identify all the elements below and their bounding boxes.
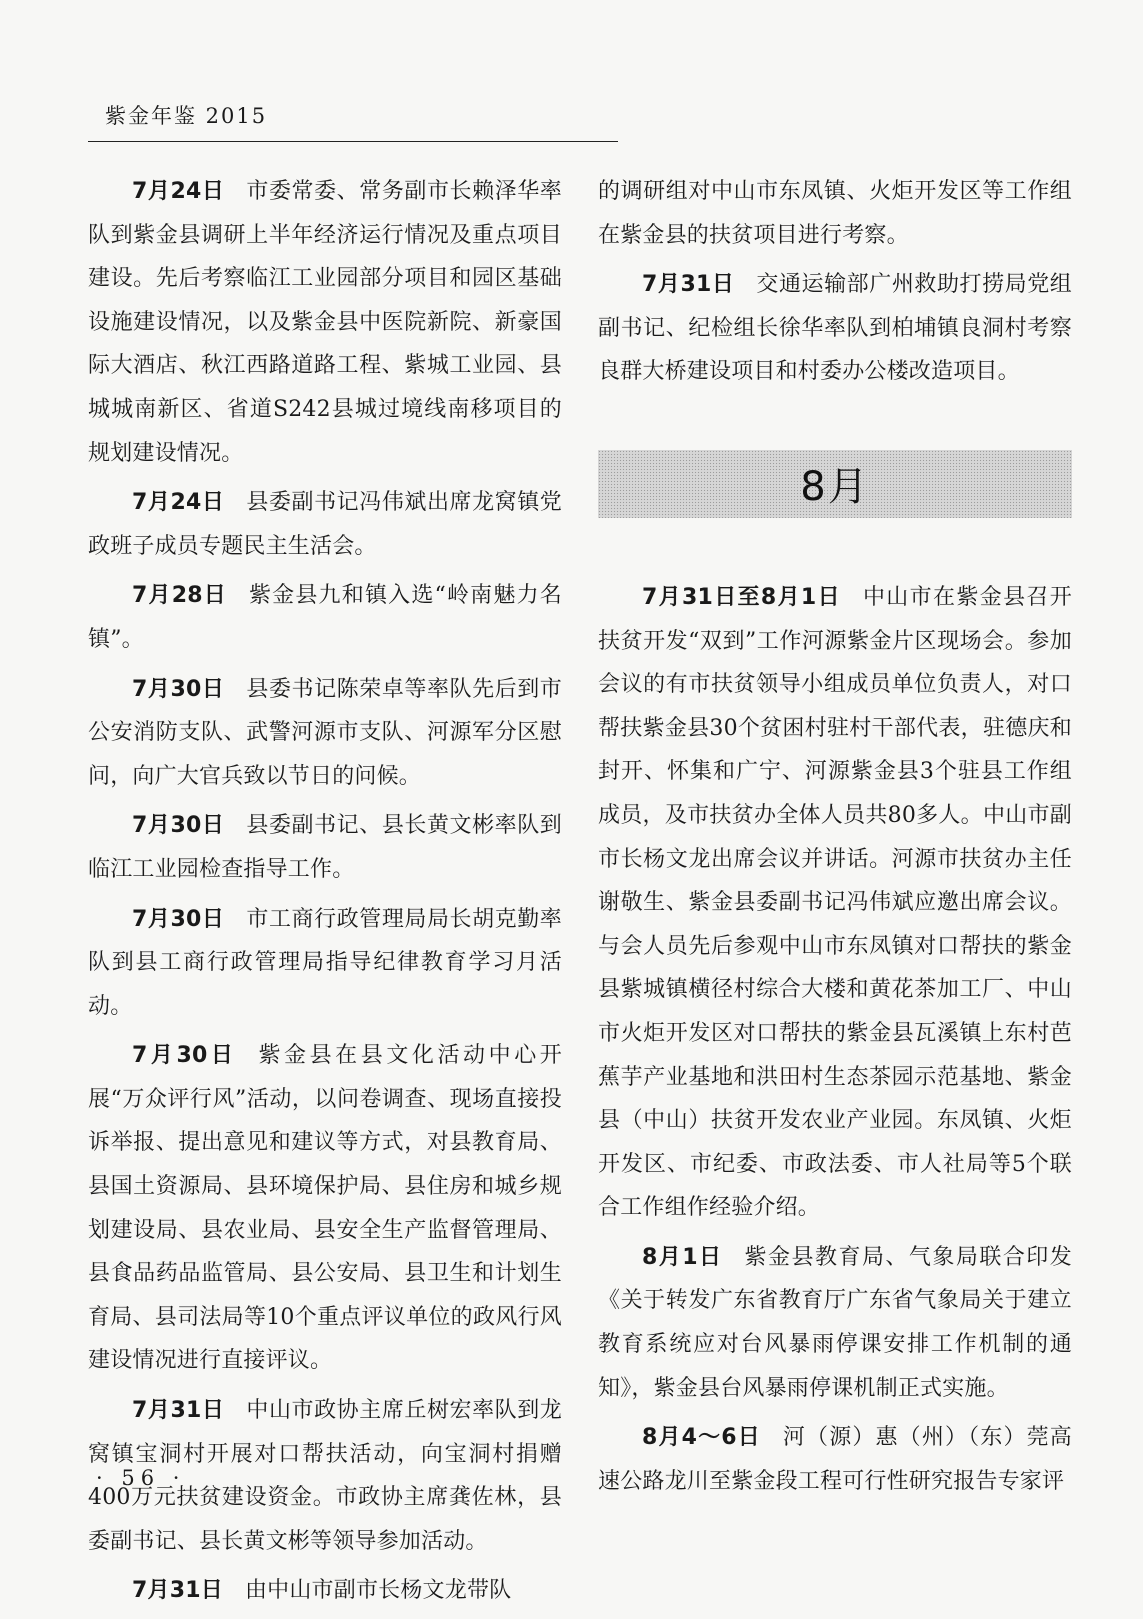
running-head: 紫金年鉴 2015 <box>105 104 268 128</box>
entry <box>88 804 562 891</box>
entry-text: 河（源）惠（州）（东）莞高速公路龙川至紫金段工程可行性研究报告专家评 <box>598 1425 1073 1494</box>
entry-text: 市工商行政管理局局长胡克勤率队到县工商行政管理局指导纪律教育学习月活动。 <box>88 906 562 1019</box>
month-heading-box <box>598 450 1072 518</box>
header-rule <box>88 141 618 142</box>
entry-text: 县委副书记、县长黄文彬率队到临江工业园检查指导工作。 <box>88 813 562 882</box>
entry <box>88 1569 562 1613</box>
entry-date: 7月31日 <box>132 1578 223 1604</box>
entry <box>598 263 1072 394</box>
entry-date: 7月31日 <box>132 1398 225 1424</box>
entry-date: 8月1日 <box>642 1244 723 1270</box>
entry-date: 7月30日 <box>132 813 225 839</box>
entry <box>598 1416 1072 1503</box>
entry <box>598 576 1072 1230</box>
entry <box>88 1034 562 1383</box>
entry <box>88 481 562 568</box>
entry <box>88 668 562 799</box>
entry-date: 7月30日 <box>132 676 225 702</box>
entry-text: 中山市在紫金县召开扶贫开发“双到”工作河源紫金片区现场会。参加会议的有市扶贫领导小组成员单位负责人，对口帮扶紫金县30个贫困村驻村干部代表，驻德庆和封开、怀集和广宁、河源紫金县3个驻县工作组成员，及市扶贫办全体人员共80多人。中山市副市长杨文龙出席会议并讲话。河源市扶贫办主任谢敬生、紫金县委副书记冯伟斌应邀出席会议。与会人员先后参观中山市东凤镇对口帮扶的紫金县紫城镇横径村综合大楼和黄花茶加工厂、中山市火炬开发区对口帮扶的紫金县瓦溪镇上东村芭蕉芋产业基地和洪田村生态茶园示范基地、紫金县（中山）扶贫开发农业产业园。东凤镇、火炬开发区、市纪委、市政法委、市人社局等5个联合工作组作经验介绍。 <box>598 584 1072 1221</box>
entry-text: 紫金县在县文化活动中心开展“万众评行风”活动，以问卷调查、现场直接投诉举报、提出意见和建议等方式，对县教育局、县国土资源局、县环境保护局、县住房和城乡规划建设局、县农业局、县安全生产监督管理局、县食品药品监管局、县公安局、县卫生和计划生育局、县司法局等10个重点评议单位的政风行风建设情况进行直接评议。 <box>88 1043 562 1374</box>
entry-text: 由中山市副市长杨文龙带队 <box>244 1578 512 1604</box>
entry-text: 中山市政协主席丘树宏率队到龙窝镇宝洞村开展对口帮扶活动，向宝洞村捐赠400万元扶贫建设资金。市政协主席龚佐林，县委副书记、县长黄文彬等领导参加活动。 <box>88 1398 562 1554</box>
entry <box>88 574 562 661</box>
entry-text: 紫金县教育局、气象局联合印发《关于转发广东省教育厅广东省气象局关于建立教育系统应对台风暴雨停课安排工作机制的通知》，紫金县台风暴雨停课机制正式实施。 <box>598 1244 1072 1401</box>
entry-date: 7月24日 <box>132 490 225 516</box>
page-number: · 56 · <box>96 1466 186 1490</box>
entry-text: 县委书记陈荣卓等率队先后到市公安消防支队、武警河源市支队、河源军分区慰问，向广大官兵致以节日的问候。 <box>88 676 562 789</box>
entry <box>88 170 562 475</box>
entry <box>88 898 562 1029</box>
entry-continuation: 的调研组对中山市东凤镇、火炬开发区等工作组在紫金县的扶贫项目进行考察。 <box>598 179 1072 248</box>
right-column <box>598 170 1072 1509</box>
entry-date: 7月24日 <box>132 179 225 204</box>
entry-date: 7月30日 <box>132 1043 237 1069</box>
entry-text: 紫金县九和镇入选“岭南魅力名镇”。 <box>88 583 562 652</box>
month-heading: 8月 <box>800 464 870 511</box>
entry-text: 县委副书记冯伟斌出席龙窝镇党政班子成员专题民主生活会。 <box>88 490 562 559</box>
entry-text: 交通运输部广州救助打捞局党组副书记、纪检组长徐华率队到柏埔镇良洞村考察良群大桥建设项目和村委办公楼改造项目。 <box>598 272 1072 385</box>
entry-date: 8月4～6日 <box>642 1425 761 1451</box>
entry <box>598 1236 1072 1410</box>
entry-date: 7月28日 <box>132 583 227 609</box>
entry-date: 7月31日至8月1日 <box>642 584 841 610</box>
entry-date: 7月31日 <box>642 272 735 298</box>
left-column <box>88 170 562 1619</box>
entry-text: 市委常委、常务副市长赖泽华率队到紫金县调研上半年经济运行情况及重点项目建设。先后考察临江工业园部分项目和园区基础设施建设情况，以及紫金县中医院新院、新豪国际大酒店、秋江西路道路工程、紫城工业园、县城城南新区、省道S242县城过境线南移项目的规划建设情况。 <box>88 179 562 466</box>
entry-date: 7月30日 <box>132 906 225 932</box>
